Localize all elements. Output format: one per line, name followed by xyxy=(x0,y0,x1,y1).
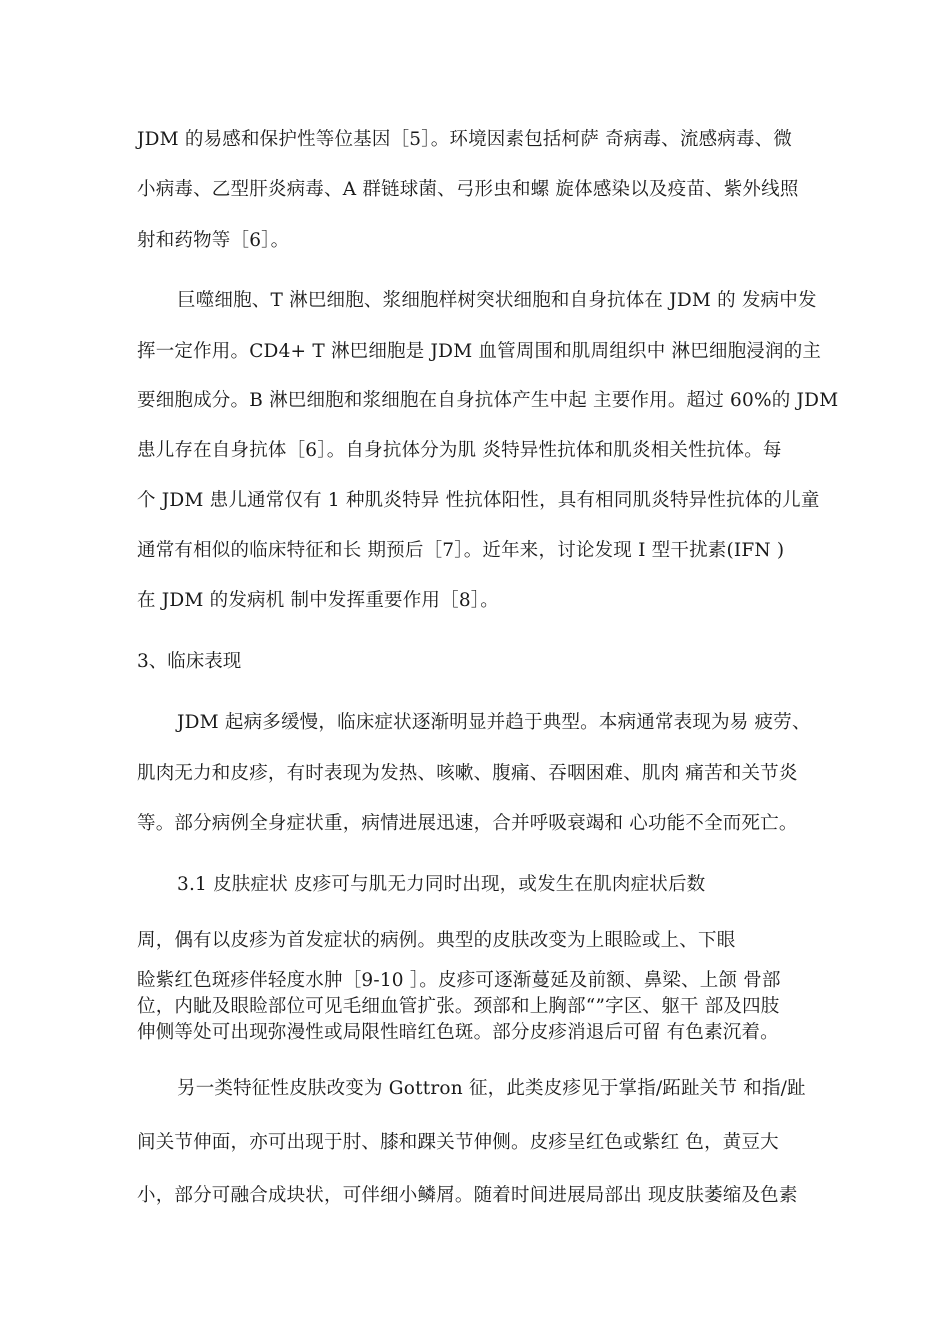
text-line: 肌肉无力和皮疹，有时表现为发热、咳嗽、腹痛、吞咽困难、肌肉 痛苦和关节炎 xyxy=(137,763,798,784)
text-line: 伸侧等处可出现弥漫性或局限性暗红色斑。部分皮疹消退后可留 有色素沉着。 xyxy=(137,1022,779,1043)
text-line: JDM 的易感和保护性等位基因［5］。环境因素包括柯萨 奇病毒、流感病毒、微 xyxy=(137,129,793,150)
text-line: 等。部分病例全身症状重，病情进展迅速，合并呼吸衰竭和 心功能不全而死亡。 xyxy=(137,813,798,834)
text-line: 患儿存在自身抗体［6］。自身抗体分为肌 炎特异性抗体和肌炎相关性抗体。每 xyxy=(137,440,782,461)
text-line: 个 JDM 患儿通常仅有 1 种肌炎特异 性抗体阳性，具有相同肌炎特异性抗体的儿童 xyxy=(137,490,820,511)
text-line: 巨噬细胞、T 淋巴细胞、浆细胞样树突状细胞和自身抗体在 JDM 的 发病中发 xyxy=(177,290,817,311)
text-line: 通常有相似的临床特征和长 期预后［7］。近年来，讨论发现 I 型干扰素(IFN ) xyxy=(137,540,785,561)
text-line: 间关节伸面，亦可出现于肘、膝和踝关节伸侧。皮疹呈红色或紫红 色，黄豆大 xyxy=(137,1132,779,1153)
text-line: 位，内眦及眼睑部位可见毛细血管扩张。颈部和上胸部“”字区、躯干 部及四肢 xyxy=(137,996,780,1017)
text-line: 睑紫红色斑疹伴轻度水肿［9-10 ］。皮疹可逐渐蔓延及前额、鼻梁、上颌 骨部 xyxy=(137,970,781,991)
text-line: JDM 起病多缓慢，临床症状逐渐明显并趋于典型。本病通常表现为易 疲劳、 xyxy=(177,712,811,733)
text-line: 要细胞成分。B 淋巴细胞和浆细胞在自身抗体产生中起 主要作用。超过 60%的 JDM xyxy=(137,390,839,411)
text-line: 在 JDM 的发病机 制中发挥重要作用［8］。 xyxy=(137,590,499,611)
text-line: 挥一定作用。CD4+ T 淋巴细胞是 JDM 血管周围和肌周组织中 淋巴细胞浸润的主 xyxy=(137,341,822,362)
text-line: 另一类特征性皮肤改变为 Gottron 征，此类皮疹见于掌指/跖趾关节 和指/趾 xyxy=(177,1078,806,1099)
section-heading: 3、临床表现 xyxy=(137,651,242,672)
text-line: 射和药物等［6］。 xyxy=(137,230,290,251)
text-line: 小，部分可融合成块状，可伴细小鳞屑。随着时间进展局部出 现皮肤萎缩及色素 xyxy=(137,1185,798,1206)
text-line: 周，偶有以皮疹为首发症状的病例。典型的皮肤改变为上眼睑或上、下眼 xyxy=(137,930,736,951)
text-line: 小病毒、乙型肝炎病毒、A 群链球菌、弓形虫和螺 旋体感染以及疫苗、紫外线照 xyxy=(137,179,799,200)
text-line: 3.1 皮肤症状 皮疹可与肌无力同时出现，或发生在肌肉症状后数 xyxy=(177,874,706,895)
